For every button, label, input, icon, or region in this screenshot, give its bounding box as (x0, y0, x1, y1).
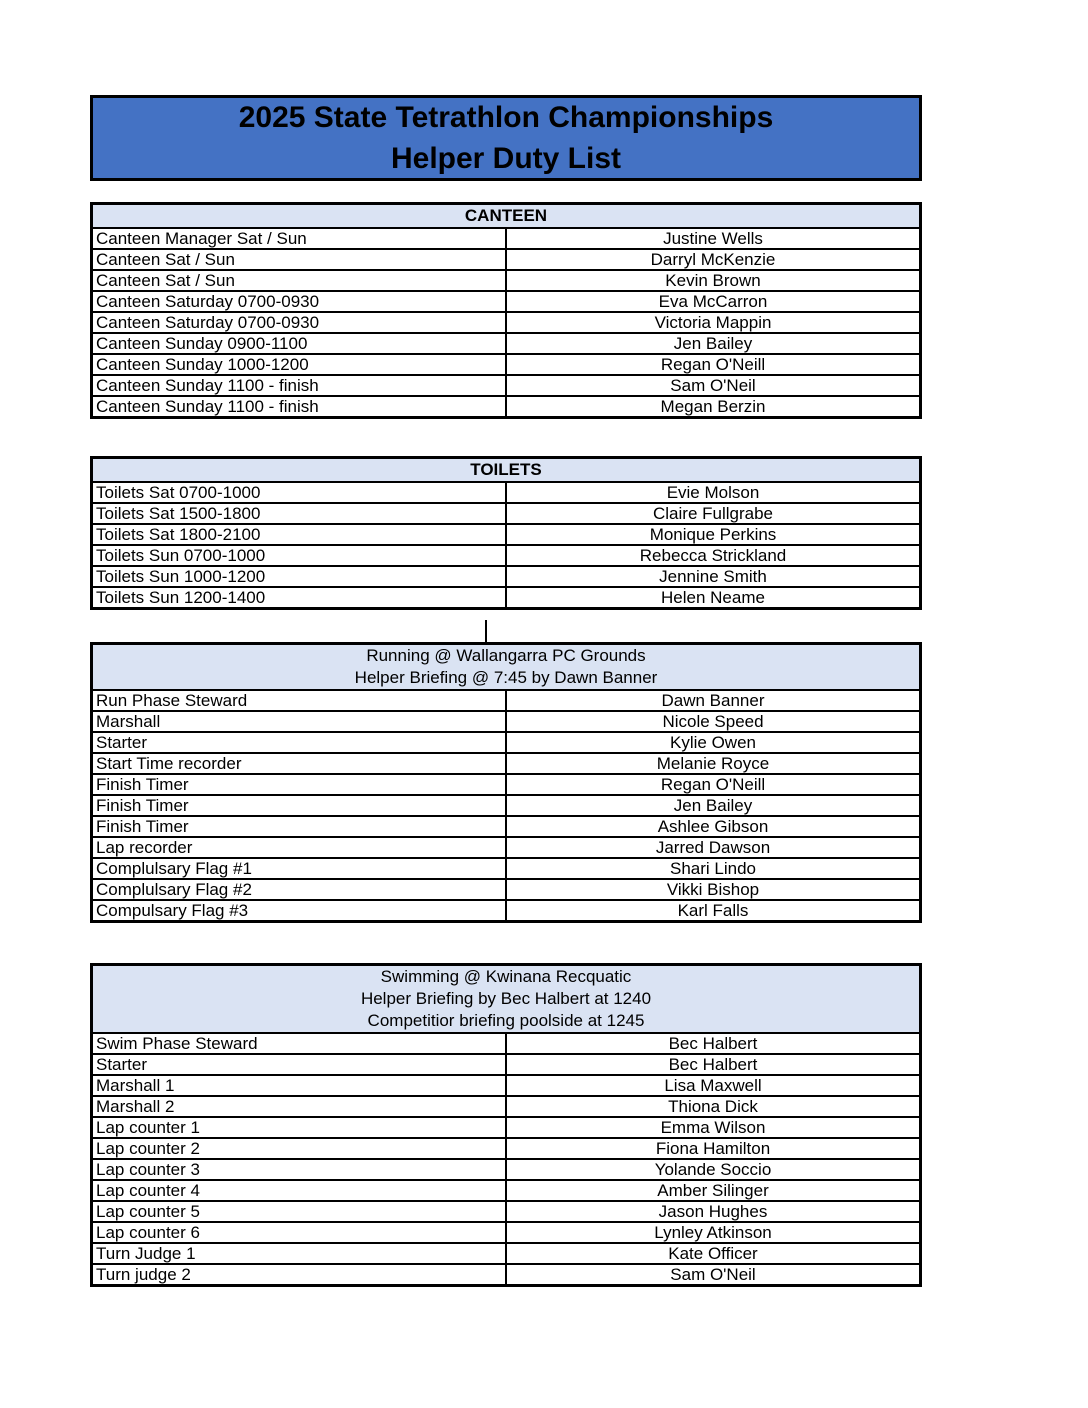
helper-cell: Regan O'Neill (506, 354, 921, 375)
helper-cell: Vikki Bishop (506, 879, 921, 900)
helper-cell: Claire Fullgrabe (506, 503, 921, 524)
table-row (92, 1075, 921, 1096)
table-row (92, 879, 921, 900)
table-row (92, 1222, 921, 1243)
duty-cell: Canteen Saturday 0700-0930 (92, 291, 507, 312)
table-row (92, 1264, 921, 1286)
table-row (92, 1243, 921, 1264)
section-header (92, 458, 921, 483)
table-row (92, 774, 921, 795)
table-row (92, 587, 921, 609)
duty-cell: Marshall 1 (92, 1075, 507, 1096)
duty-cell: Canteen Saturday 0700-0930 (92, 312, 507, 333)
duty-cell: Lap counter 4 (92, 1180, 507, 1201)
helper-cell: Jarred Dawson (506, 837, 921, 858)
table-row (92, 545, 921, 566)
table-row (92, 1117, 921, 1138)
helper-cell: Monique Perkins (506, 524, 921, 545)
helper-cell: Jen Bailey (506, 333, 921, 354)
table-row (92, 503, 921, 524)
helper-cell: Evie Molson (506, 482, 921, 503)
helper-cell: Melanie Royce (506, 753, 921, 774)
table-row (92, 1201, 921, 1222)
table-row (92, 270, 921, 291)
table-row (92, 375, 921, 396)
duty-cell: Canteen Sunday 0900-1100 (92, 333, 507, 354)
helper-cell: Sam O'Neil (506, 375, 921, 396)
duty-cell: Lap counter 2 (92, 1138, 507, 1159)
duty-cell: Start Time recorder (92, 753, 507, 774)
table-row (92, 816, 921, 837)
table-row (92, 333, 921, 354)
duty-cell: Finish Timer (92, 816, 507, 837)
helper-cell: Emma Wilson (506, 1117, 921, 1138)
section-subtitle: Helper Briefing by Bec Halbert at 1240 (360, 989, 652, 1008)
duty-cell: Compulsary Flag #3 (92, 900, 507, 922)
table-row (92, 1054, 921, 1075)
duty-cell: Lap recorder (92, 837, 507, 858)
duty-cell: Lap counter 6 (92, 1222, 507, 1243)
duty-cell: Toilets Sun 1200-1400 (92, 587, 507, 609)
helper-cell: Megan Berzin (506, 396, 921, 418)
duty-cell: Turn Judge 1 (92, 1243, 507, 1264)
helper-cell: Kate Officer (506, 1243, 921, 1264)
duty-cell: Starter (92, 732, 507, 753)
helper-cell: Dawn Banner (506, 690, 921, 711)
duty-cell: Turn judge 2 (92, 1264, 507, 1286)
duty-cell: Marshall (92, 711, 507, 732)
table-row (92, 753, 921, 774)
duty-cell: Lap counter 1 (92, 1117, 507, 1138)
table-row (92, 795, 921, 816)
table-row (92, 249, 921, 270)
duty-cell: Canteen Sat / Sun (92, 249, 507, 270)
helper-cell: Jennine Smith (506, 566, 921, 587)
helper-cell: Shari Lindo (506, 858, 921, 879)
helper-cell: Eva McCarron (506, 291, 921, 312)
section-header (92, 644, 921, 691)
duty-cell: Toilets Sat 0700-1000 (92, 482, 507, 503)
duty-cell: Canteen Manager Sat / Sun (92, 228, 507, 249)
helper-cell: Justine Wells (506, 228, 921, 249)
table-row (92, 1180, 921, 1201)
duty-cell: Toilets Sat 1800-2100 (92, 524, 507, 545)
column-divider (485, 620, 487, 642)
duty-cell: Complulsary Flag #1 (92, 858, 507, 879)
duty-cell: Marshall 2 (92, 1096, 507, 1117)
table-row (92, 396, 921, 418)
section-subtitle: Competitior briefing poolside at 1245 (367, 1011, 645, 1030)
table-row (92, 312, 921, 333)
duty-cell: Lap counter 5 (92, 1201, 507, 1222)
title-line-2: Helper Duty List (390, 142, 622, 175)
helper-cell: Victoria Mappin (506, 312, 921, 333)
helper-cell: Nicole Speed (506, 711, 921, 732)
helper-cell: Kylie Owen (506, 732, 921, 753)
toilets-table (90, 456, 922, 610)
duty-cell: Finish Timer (92, 774, 507, 795)
table-row (92, 1138, 921, 1159)
table-row (92, 566, 921, 587)
duty-cell: Starter (92, 1054, 507, 1075)
duty-cell: Finish Timer (92, 795, 507, 816)
helper-cell: Bec Halbert (506, 1033, 921, 1054)
helper-cell: Helen Neame (506, 587, 921, 609)
helper-cell: Bec Halbert (506, 1054, 921, 1075)
canteen-table (90, 202, 922, 419)
table-row (92, 1033, 921, 1054)
table-row (92, 524, 921, 545)
table-row (92, 291, 921, 312)
table-row (92, 837, 921, 858)
duty-cell: Swim Phase Steward (92, 1033, 507, 1054)
table-row (92, 711, 921, 732)
helper-cell: Jen Bailey (506, 795, 921, 816)
helper-cell: Karl Falls (506, 900, 921, 922)
helper-cell: Yolande Soccio (506, 1159, 921, 1180)
section-title: TOILETS (470, 460, 542, 479)
swimming-table (90, 963, 922, 1287)
table-row (92, 732, 921, 753)
helper-cell: Jason Hughes (506, 1201, 921, 1222)
duty-cell: Canteen Sunday 1100 - finish (92, 396, 507, 418)
duty-cell: Lap counter 3 (92, 1159, 507, 1180)
table-row (92, 482, 921, 503)
section-title: Running @ Wallangarra PC Grounds (366, 646, 646, 665)
table-row (92, 1096, 921, 1117)
table-row (92, 1159, 921, 1180)
section-header (92, 204, 921, 229)
table-row (92, 690, 921, 711)
table-row (92, 228, 921, 249)
helper-cell: Fiona Hamilton (506, 1138, 921, 1159)
helper-cell: Ashlee Gibson (506, 816, 921, 837)
title-banner (90, 95, 922, 181)
table-row (92, 858, 921, 879)
helper-cell: Thiona Dick (506, 1096, 921, 1117)
section-title: CANTEEN (464, 206, 548, 225)
section-title: Swimming @ Kwinana Recquatic (380, 967, 632, 986)
duty-cell: Canteen Sunday 1100 - finish (92, 375, 507, 396)
section-header (92, 965, 921, 1034)
duty-cell: Complulsary Flag #2 (92, 879, 507, 900)
duty-cell: Canteen Sat / Sun (92, 270, 507, 291)
duty-cell: Toilets Sun 1000-1200 (92, 566, 507, 587)
helper-cell: Lisa Maxwell (506, 1075, 921, 1096)
duty-cell: Canteen Sunday 1000-1200 (92, 354, 507, 375)
duty-cell: Toilets Sat 1500-1800 (92, 503, 507, 524)
table-row (92, 354, 921, 375)
helper-cell: Regan O'Neill (506, 774, 921, 795)
running-table (90, 642, 922, 923)
helper-cell: Darryl McKenzie (506, 249, 921, 270)
helper-cell: Sam O'Neil (506, 1264, 921, 1286)
helper-cell: Rebecca Strickland (506, 545, 921, 566)
section-subtitle: Helper Briefing @ 7:45 by Dawn Banner (354, 668, 658, 687)
helper-cell: Amber Silinger (506, 1180, 921, 1201)
duty-cell: Toilets Sun 0700-1000 (92, 545, 507, 566)
helper-cell: Lynley Atkinson (506, 1222, 921, 1243)
helper-cell: Kevin Brown (506, 270, 921, 291)
title-line-1: 2025 State Tetrathlon Championships (238, 101, 774, 134)
table-row (92, 900, 921, 922)
duty-cell: Run Phase Steward (92, 690, 507, 711)
